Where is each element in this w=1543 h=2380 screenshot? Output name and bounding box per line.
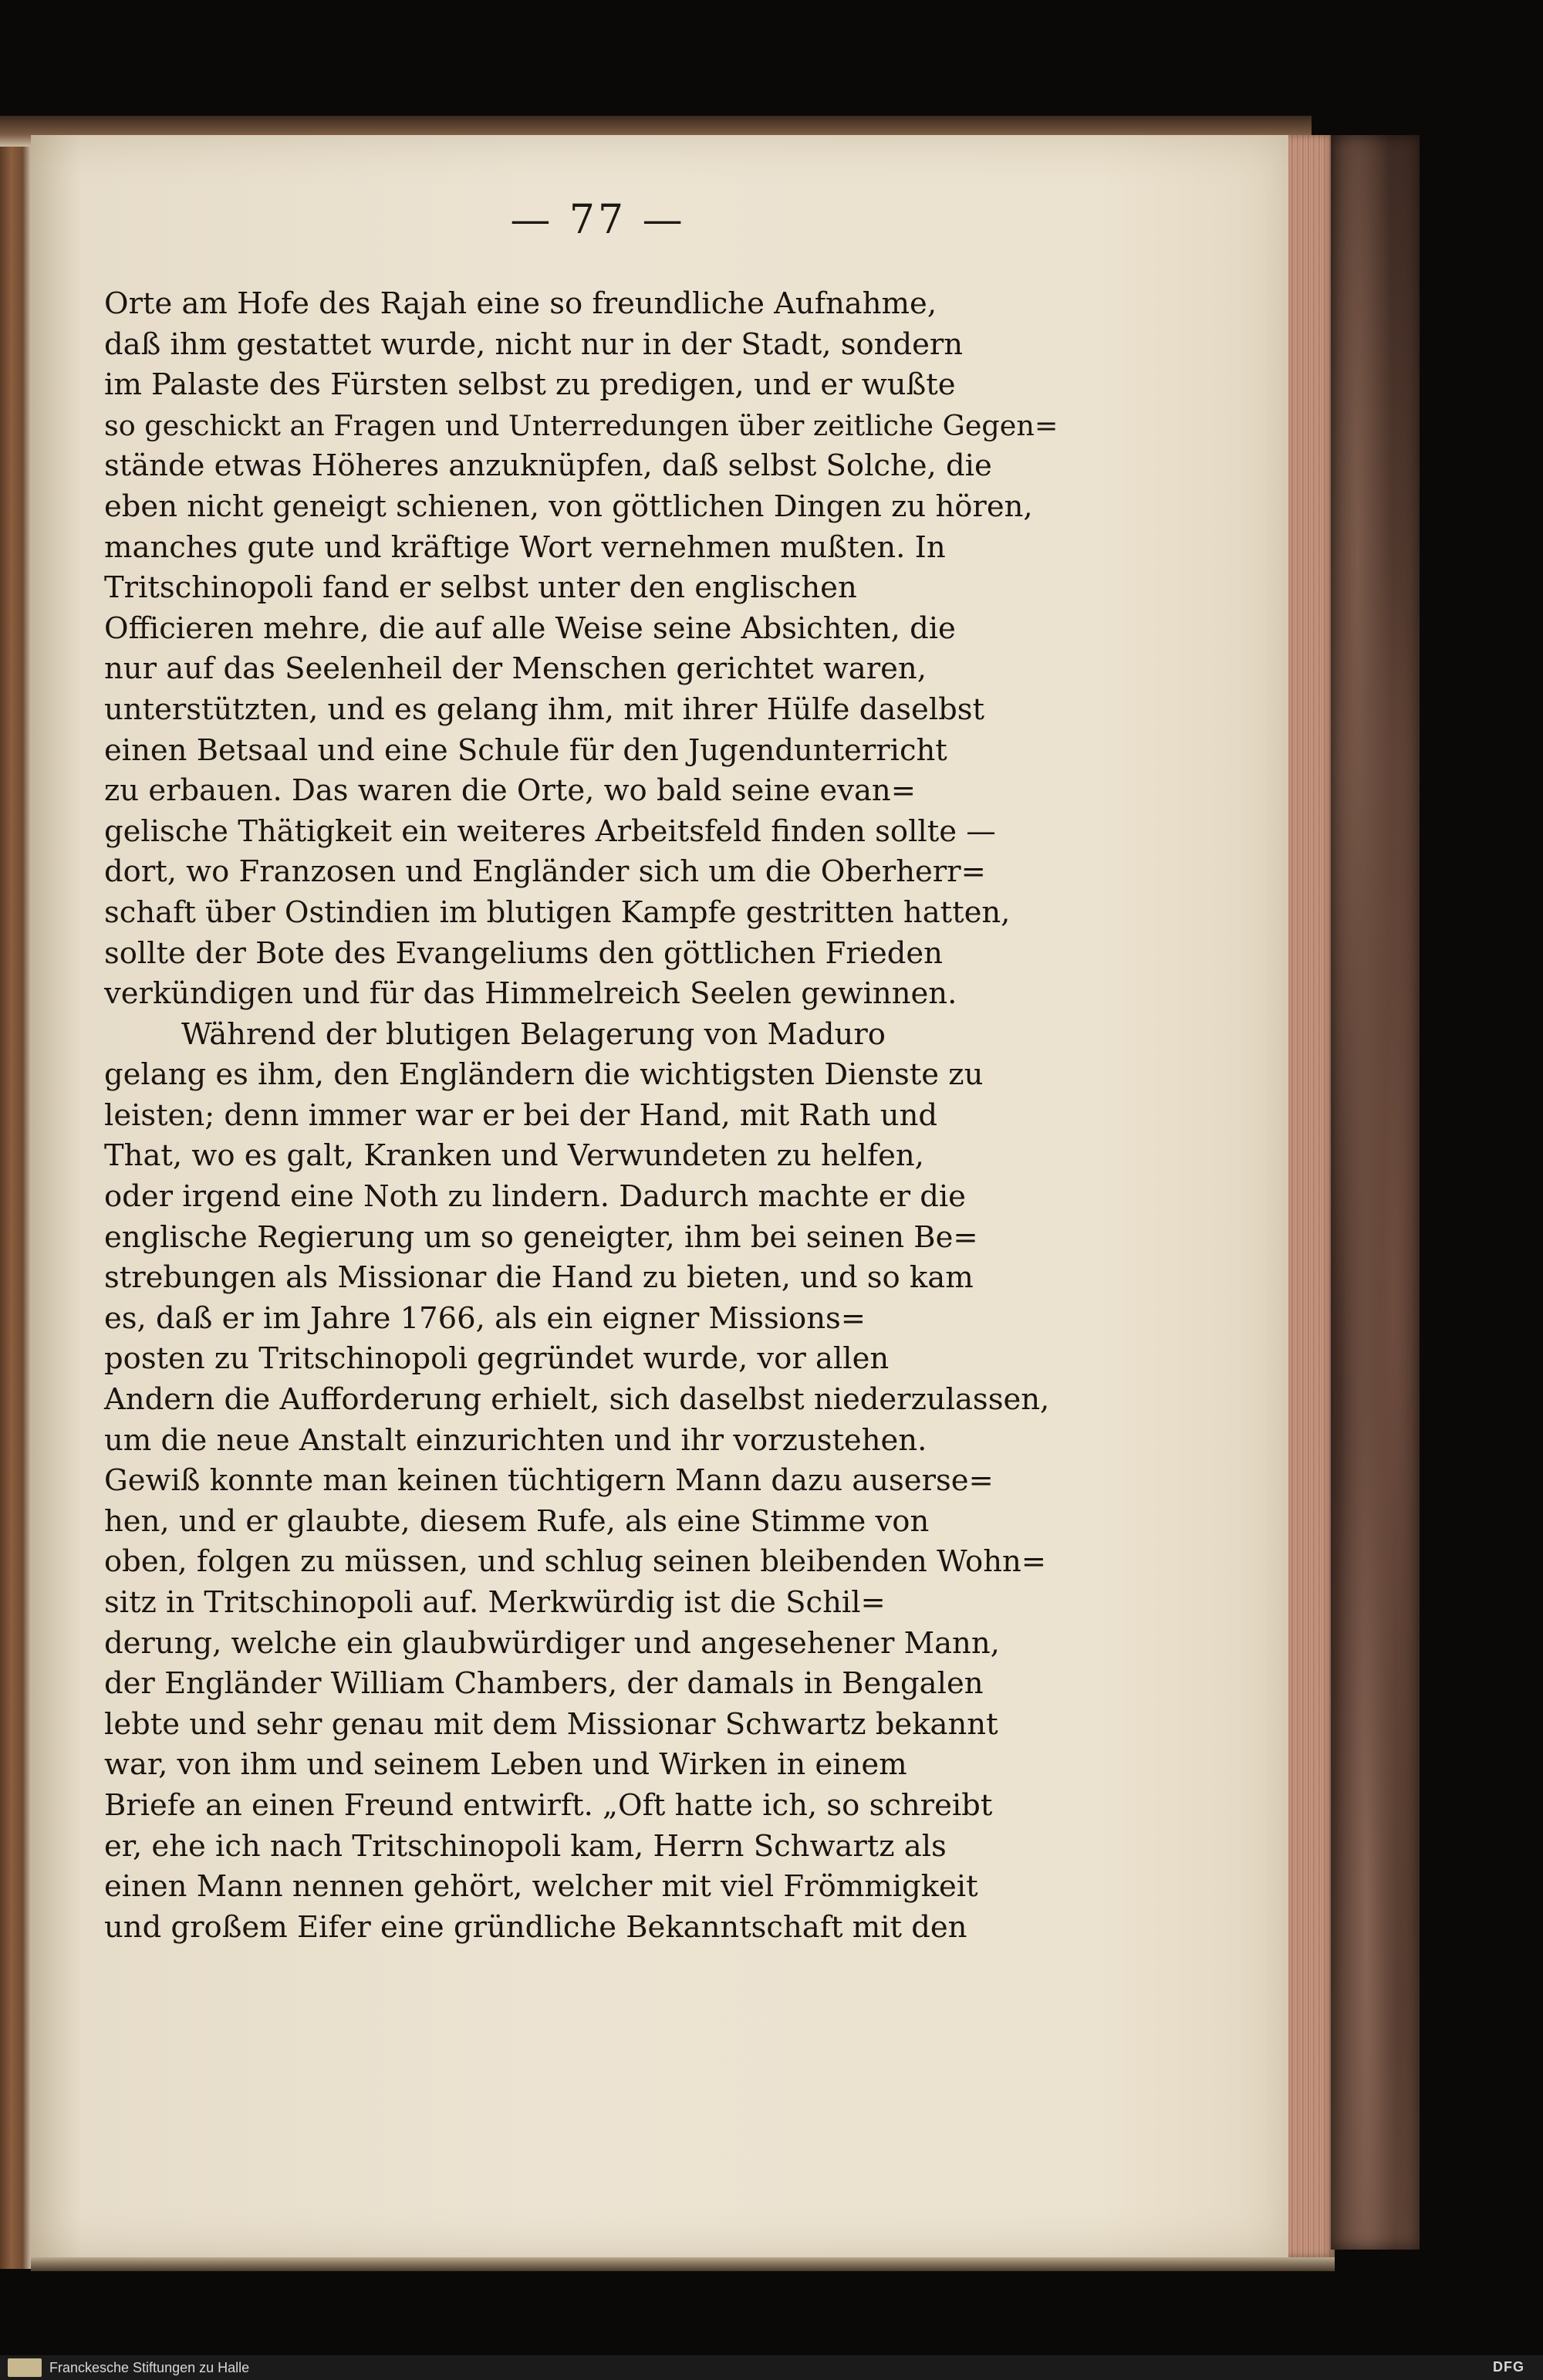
text-line: stände etwas Höheres anzuknüpfen, daß selbst Solche, die — [104, 448, 992, 484]
text-line: leisten; denn immer war er bei der Hand, mit Rath und — [104, 1097, 938, 1133]
page-number: — 77 — — [510, 197, 686, 243]
text-line: einen Mann nennen gehört, welcher mit viel Frömmigkeit — [104, 1869, 978, 1905]
institution-name: Franckesche Stiftungen zu Halle — [49, 2360, 250, 2375]
text-line: so geschickt an Fragen und Unterredungen über zeitliche Gegen= — [104, 408, 1058, 442]
text-line: hen, und er glaubte, diesem Rufe, als eine Stimme von — [104, 1503, 930, 1539]
text-line: derung, welche ein glaubwürdiger und angesehener Mann, — [104, 1625, 1000, 1661]
dfg-badge: DFG — [1493, 2359, 1524, 2375]
text-line: daß ihm gestattet wurde, nicht nur in der Stadt, sondern — [104, 326, 964, 362]
institution-logo-icon — [8, 2358, 42, 2377]
text-line: es, daß er im Jahre 1766, als ein eigner Missions= — [104, 1300, 866, 1336]
text-line: englische Regierung um so geneigter, ihm bei seinen Be= — [104, 1219, 978, 1255]
text-line: der Engländer William Chambers, der damals in Bengalen — [104, 1666, 984, 1702]
text-line: und großem Eifer eine gründliche Bekanntschaft mit den — [104, 1909, 967, 1945]
text-line: lebte und sehr genau mit dem Missionar Schwartz bekannt — [104, 1706, 998, 1742]
text-line: im Palaste des Fürsten selbst zu predigen, und er wußte — [104, 367, 956, 403]
text-line: gelische Thätigkeit ein weiteres Arbeitsfeld finden sollte — — [104, 813, 996, 849]
text-line: Andern die Aufforderung erhielt, sich daselbst niederzulassen, — [104, 1382, 1050, 1418]
text-line: war, von ihm und seinem Leben und Wirken in einem — [104, 1747, 907, 1783]
book-bottom-edge — [31, 2257, 1335, 2271]
text-line: Briefe an einen Freund entwirft. „Oft hatte ich, so schreibt — [104, 1787, 993, 1823]
text-line: strebungen als Missionar die Hand zu bieten, und so kam — [104, 1260, 974, 1296]
text-line: Orte am Hofe des Rajah eine so freundliche Aufnahme, — [104, 286, 937, 321]
viewer-footer — [0, 2355, 1543, 2380]
text-line: dort, wo Franzosen und Engländer sich um die Oberherr= — [104, 854, 986, 890]
body-text — [104, 284, 1065, 1948]
text-line: sollte der Bote des Evangeliums den göttlichen Frieden — [104, 935, 943, 971]
text-line: Tritschinopoli fand er selbst unter den englischen — [104, 570, 857, 606]
text-line: um die neue Anstalt einzurichten und ihr vorzustehen. — [104, 1422, 927, 1458]
text-line: manches gute und kräftige Wort vernehmen mußten. In — [104, 529, 946, 565]
text-line: sitz in Tritschinopoli auf. Merkwürdig ist die Schil= — [104, 1585, 886, 1620]
text-line: Officieren mehre, die auf alle Weise seine Absichten, die — [104, 610, 956, 646]
text-line: posten zu Tritschinopoli gegründet wurde, vor allen — [104, 1341, 890, 1377]
text-line: oder irgend eine Noth zu lindern. Dadurch machte er die — [104, 1179, 966, 1215]
text-line: That, wo es galt, Kranken und Verwundeten zu helfen, — [104, 1138, 924, 1174]
text-line: nur auf das Seelenheil der Menschen gerichtet waren, — [104, 651, 927, 687]
text-line: er, ehe ich nach Tritschinopoli kam, Herrn Schwartz als — [104, 1828, 947, 1864]
page-stack-edges — [1288, 135, 1335, 2257]
text-line: oben, folgen zu müssen, und schlug seinen bleibenden Wohn= — [104, 1544, 1047, 1580]
text-line: einen Betsaal und eine Schule für den Jugendunterricht — [104, 732, 947, 768]
text-line: Während der blutigen Belagerung von Maduro — [181, 1016, 886, 1052]
text-line: zu erbauen. Das waren die Orte, wo bald seine evan= — [104, 773, 916, 809]
text-line: verkündigen und für das Himmelreich Seelen gewinnen. — [104, 976, 957, 1012]
text-line: schaft über Ostindien im blutigen Kampfe gestritten hatten, — [104, 894, 1011, 930]
book-cover-left-edge — [0, 116, 32, 2269]
text-line: unterstützten, und es gelang ihm, mit ihrer Hülfe daselbst — [104, 691, 985, 727]
text-line: eben nicht geneigt schienen, von göttlichen Dingen zu hören, — [104, 489, 1033, 524]
text-line: Gewiß konnte man keinen tüchtigern Mann dazu auserse= — [104, 1463, 994, 1499]
marbled-cover-edge — [1331, 135, 1420, 2250]
text-line: gelang es ihm, den Engländern die wichtigsten Dienste zu — [104, 1057, 984, 1093]
